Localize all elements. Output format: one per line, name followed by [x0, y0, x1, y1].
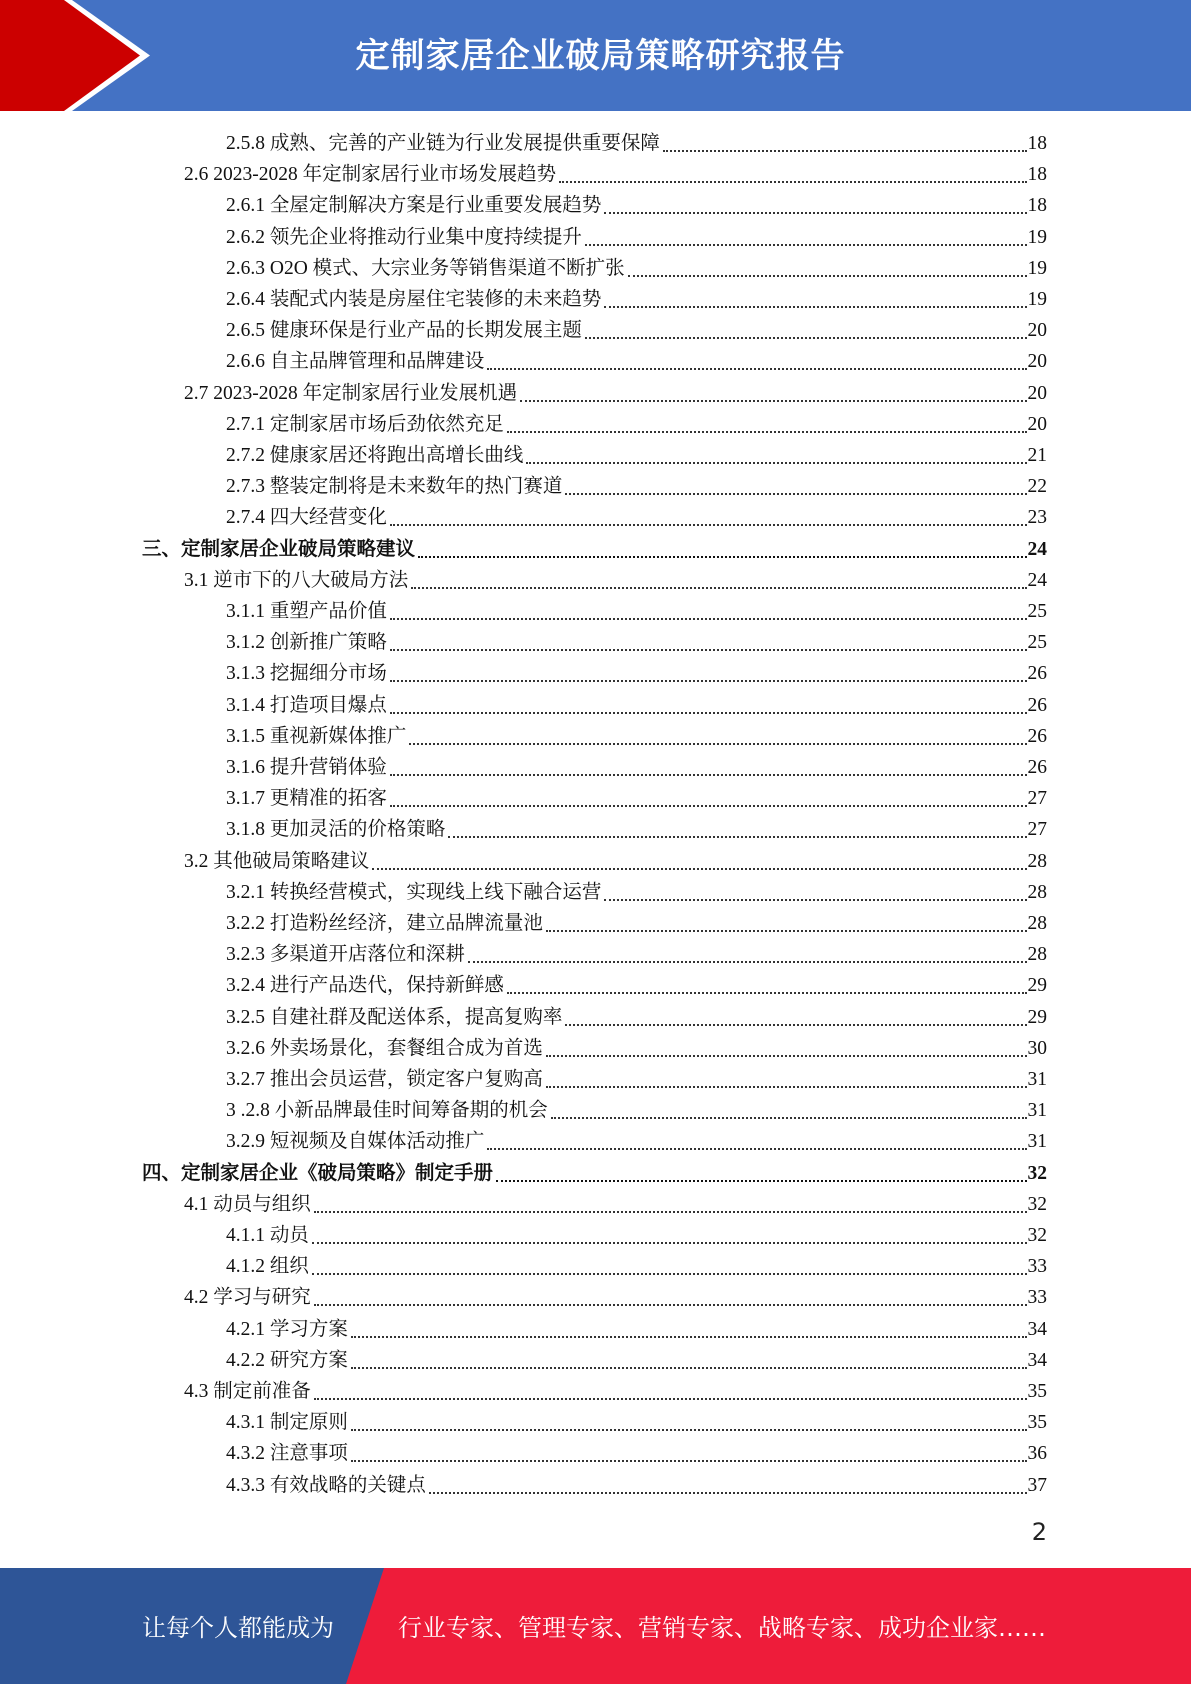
toc-entry-page: 19 — [1027, 226, 1047, 248]
toc-entry[interactable] — [184, 563, 1047, 594]
toc-entry-page: 34 — [1027, 1318, 1047, 1340]
toc-dot-leader — [507, 431, 1027, 433]
toc-entry-title: 2.7 2023-2028 年定制家居行业发展机遇 — [184, 382, 518, 404]
toc-entry-page: 32 — [1027, 1162, 1047, 1184]
toc-entry-title: 3.2.1 转换经营模式，实现线上线下融合运营 — [226, 881, 602, 903]
toc-entry[interactable] — [226, 1343, 1047, 1374]
toc-entry-page: 25 — [1027, 632, 1047, 654]
toc-entry[interactable] — [226, 126, 1047, 157]
toc-entry[interactable] — [184, 157, 1047, 188]
toc-dot-leader — [351, 1367, 1027, 1369]
toc-dot-leader — [390, 805, 1027, 807]
toc-entry-title: 3.1.8 更加灵活的价格策略 — [226, 819, 446, 841]
page-footer — [0, 1568, 1191, 1684]
toc-entry-title: 2.5.8 成熟、完善的产业链为行业发展提供重要保障 — [226, 133, 660, 154]
toc-dot-leader — [314, 1211, 1027, 1213]
toc-dot-leader — [314, 1398, 1027, 1400]
toc-entry-title: 3.1.1 重塑产品价值 — [226, 601, 387, 622]
toc-dot-leader — [448, 836, 1026, 838]
toc-entry-page: 19 — [1027, 289, 1047, 310]
toc-entry-page: 34 — [1027, 1349, 1047, 1371]
toc-entry-page: 28 — [1027, 944, 1047, 966]
toc-entry-title: 4.2.2 研究方案 — [226, 1349, 348, 1371]
toc-dot-leader — [585, 244, 1027, 246]
toc-entry-title: 2.6 2023-2028 年定制家居行业市场发展趋势 — [184, 164, 557, 186]
toc-entry-page: 33 — [1027, 1287, 1047, 1309]
toc-entry-title: 3 .2.8 小新品牌最佳时间筹备期的机会 — [226, 1100, 548, 1122]
toc-dot-leader — [468, 961, 1027, 963]
toc-entry[interactable] — [226, 1468, 1047, 1499]
toc-entry-title: 2.7.3 整装定制将是未来数年的热门赛道 — [226, 476, 563, 498]
toc-entry-page: 26 — [1027, 663, 1047, 685]
toc-entry-page: 31 — [1027, 1100, 1047, 1122]
toc-entry-title: 2.6.4 装配式内装是房屋住宅装修的未来趋势 — [226, 289, 602, 310]
toc-entry-title: 3.2.2 打造粉丝经济，建立品牌流量池 — [226, 913, 543, 934]
toc-dot-leader — [604, 306, 1026, 308]
toc-entry[interactable] — [226, 1218, 1047, 1249]
toc-entry-title: 3.2 其他破局策略建议 — [184, 850, 370, 872]
toc-entry-title: 3.2.6 外卖场景化，套餐组合成为首选 — [226, 1037, 543, 1059]
toc-entry-page: 33 — [1027, 1256, 1047, 1278]
toc-entry-page: 29 — [1027, 975, 1047, 997]
toc-entry-page: 37 — [1027, 1474, 1047, 1496]
toc-entry-page: 26 — [1027, 725, 1047, 747]
report-title: 定制家居企业破局策略研究报告 — [355, 36, 846, 76]
toc-entry-title: 4.2 学习与研究 — [184, 1287, 311, 1309]
toc-entry-title: 2.6.1 全屋定制解决方案是行业重要发展趋势 — [226, 195, 602, 217]
toc-dot-leader — [351, 1336, 1027, 1338]
toc-entry-page: 35 — [1027, 1412, 1047, 1434]
toc-entry[interactable] — [142, 1156, 1047, 1187]
toc-entry-page: 20 — [1027, 320, 1047, 342]
toc-entry-title: 2.6.6 自主品牌管理和品牌建设 — [226, 351, 485, 373]
footer-slogan-left: 让每个人都能成为 — [142, 1614, 334, 1642]
toc-dot-leader — [507, 992, 1027, 994]
toc-dot-leader — [551, 1117, 1027, 1119]
toc-dot-leader — [312, 1273, 1027, 1275]
toc-entry-title: 4.1.2 组织 — [226, 1256, 309, 1278]
toc-entry[interactable] — [142, 532, 1047, 563]
toc-entry-title: 3.2.3 多渠道开店落位和深耕 — [226, 944, 465, 966]
toc-entry-page: 28 — [1027, 850, 1047, 872]
toc-entry-title: 三、定制家居企业破局策略建议 — [142, 538, 416, 560]
toc-entry-page: 21 — [1027, 445, 1047, 466]
toc-dot-leader — [565, 493, 1026, 495]
toc-entry-page: 31 — [1027, 1131, 1047, 1153]
footer-slogan-right: 行业专家、管理专家、营销专家、战略专家、成功企业家…… — [398, 1614, 1046, 1642]
toc-entry-page: 18 — [1027, 133, 1047, 154]
toc-entry-page: 25 — [1027, 601, 1047, 622]
toc-entry-page: 27 — [1027, 819, 1047, 841]
toc-entry[interactable] — [226, 344, 1047, 375]
toc-entry-title: 4.3.2 注意事项 — [226, 1443, 348, 1465]
toc-dot-leader — [487, 368, 1026, 370]
toc-entry-page: 20 — [1027, 351, 1047, 373]
toc-dot-leader — [526, 462, 1026, 464]
toc-entry[interactable] — [226, 750, 1047, 781]
toc-dot-leader — [390, 649, 1027, 651]
toc-entry-page: 22 — [1027, 476, 1047, 498]
toc-entry-title: 2.6.3 O2O 模式、大宗业务等销售渠道不断扩张 — [226, 257, 625, 279]
toc-entry[interactable] — [226, 251, 1047, 282]
toc-dot-leader — [312, 1242, 1027, 1244]
toc-entry[interactable] — [226, 1312, 1047, 1343]
toc-entry[interactable] — [226, 1062, 1047, 1093]
toc-entry[interactable] — [226, 500, 1047, 531]
toc-entry[interactable] — [226, 220, 1047, 251]
toc-entry-page: 20 — [1027, 413, 1047, 435]
toc-entry-title: 4.2.1 学习方案 — [226, 1318, 348, 1340]
page-number: 2 — [1031, 1518, 1047, 1546]
toc-entry-page: 18 — [1027, 195, 1047, 217]
toc-entry-title: 4.1.1 动员 — [226, 1225, 309, 1246]
toc-entry-page: 26 — [1027, 757, 1047, 778]
toc-dot-leader — [604, 899, 1026, 901]
toc-dot-leader — [520, 400, 1026, 402]
toc-entry[interactable] — [226, 1436, 1047, 1467]
toc-entry-title: 3.1.5 重视新媒体推广 — [226, 725, 407, 747]
toc-dot-leader — [496, 1180, 1026, 1182]
toc-entry-page: 32 — [1027, 1193, 1047, 1215]
toc-entry-title: 4.3.1 制定原则 — [226, 1412, 348, 1434]
toc-entry[interactable] — [184, 1280, 1047, 1311]
toc-entry-page: 23 — [1027, 507, 1047, 529]
toc-entry[interactable] — [184, 1374, 1047, 1405]
toc-entry[interactable] — [226, 594, 1047, 625]
toc-entry-title: 3.2.7 推出会员运营，锁定客户复购高 — [226, 1069, 543, 1090]
toc-entry[interactable] — [226, 688, 1047, 719]
toc-dot-leader — [351, 1460, 1027, 1462]
toc-entry-page: 19 — [1027, 257, 1047, 279]
toc-entry[interactable] — [226, 812, 1047, 843]
toc-entry-page: 28 — [1027, 881, 1047, 903]
toc-dot-leader — [314, 1304, 1027, 1306]
toc-dot-leader — [546, 1086, 1027, 1088]
toc-entry-title: 4.1 动员与组织 — [184, 1193, 311, 1215]
toc-entry-title: 3.2.9 短视频及自媒体活动推广 — [226, 1131, 485, 1153]
toc-dot-leader — [390, 712, 1027, 714]
toc-entry-page: 18 — [1027, 164, 1047, 186]
toc-dot-leader — [351, 1429, 1027, 1431]
toc-entry-page: 30 — [1027, 1037, 1047, 1059]
toc-dot-leader — [604, 212, 1026, 214]
toc-entry-title: 3.1.4 打造项目爆点 — [226, 694, 387, 716]
toc-entry-title: 2.6.2 领先企业将推动行业集中度持续提升 — [226, 226, 582, 248]
toc-dot-leader — [390, 524, 1027, 526]
toc-entry-title: 3.2.5 自建社群及配送体系，提高复购率 — [226, 1006, 563, 1028]
toc-entry[interactable] — [226, 1093, 1047, 1124]
toc-entry-title: 3.2.4 进行产品迭代，保持新鲜感 — [226, 975, 504, 997]
toc-dot-leader — [585, 337, 1027, 339]
toc-entry-title: 2.7.4 四大经营变化 — [226, 507, 387, 529]
toc-entry-title: 四、定制家居企业《破局策略》制定手册 — [142, 1162, 494, 1184]
toc-entry[interactable] — [226, 875, 1047, 906]
toc-entry[interactable] — [226, 656, 1047, 687]
toc-entry-page: 20 — [1027, 382, 1047, 404]
toc-entry[interactable] — [226, 781, 1047, 812]
toc-entry[interactable] — [226, 719, 1047, 750]
toc-entry-title: 3.1 逆市下的八大破局方法 — [184, 569, 409, 591]
toc-entry[interactable] — [226, 906, 1047, 937]
toc-dot-leader — [565, 1024, 1026, 1026]
toc-entry[interactable] — [226, 937, 1047, 968]
toc-entry[interactable] — [226, 313, 1047, 344]
toc-dot-leader — [372, 868, 1026, 870]
toc-entry[interactable] — [184, 1187, 1047, 1218]
toc-entry-page: 29 — [1027, 1006, 1047, 1028]
toc-entry[interactable] — [226, 625, 1047, 656]
toc-entry-title: 4.3 制定前准备 — [184, 1381, 311, 1402]
toc-entry[interactable] — [226, 407, 1047, 438]
toc-entry[interactable] — [226, 1405, 1047, 1436]
toc-entry-title: 4.3.3 有效战略的关键点 — [226, 1474, 426, 1496]
toc-entry-title: 3.1.7 更精准的拓客 — [226, 788, 387, 810]
toc-dot-leader — [546, 1055, 1027, 1057]
toc-entry-page: 36 — [1027, 1443, 1047, 1465]
toc-dot-leader — [487, 1148, 1026, 1150]
toc-entry-page: 35 — [1027, 1381, 1047, 1402]
toc-dot-leader — [418, 556, 1026, 558]
toc-dot-leader — [390, 774, 1027, 776]
toc-dot-leader — [546, 930, 1027, 932]
toc-entry[interactable] — [226, 1249, 1047, 1280]
toc-entry[interactable] — [226, 438, 1047, 469]
toc-entry[interactable] — [184, 376, 1047, 407]
toc-entry-title: 2.6.5 健康环保是行业产品的长期发展主题 — [226, 320, 582, 342]
toc-entry[interactable] — [226, 1031, 1047, 1062]
toc-entry-page: 27 — [1027, 788, 1047, 810]
toc-entry[interactable] — [226, 1000, 1047, 1031]
toc-entry[interactable] — [226, 1124, 1047, 1155]
toc-entry-title: 2.7.2 健康家居还将跑出高增长曲线 — [226, 445, 524, 466]
toc-dot-leader — [390, 680, 1027, 682]
toc-entry[interactable] — [184, 844, 1047, 875]
toc-dot-leader — [559, 181, 1026, 183]
toc-entry-title: 3.1.3 挖掘细分市场 — [226, 663, 387, 685]
toc-entry[interactable] — [226, 188, 1047, 219]
toc-entry[interactable] — [226, 282, 1047, 313]
toc-dot-leader — [628, 275, 1027, 277]
toc-dot-leader — [429, 1492, 1027, 1494]
toc-dot-leader — [390, 618, 1027, 620]
toc-entry-page: 24 — [1027, 538, 1047, 560]
toc-entry-page: 28 — [1027, 913, 1047, 934]
page-header — [0, 0, 1191, 111]
toc-entry-title: 3.1.6 提升营销体验 — [226, 757, 387, 778]
toc-entry[interactable] — [226, 968, 1047, 999]
toc-entry-title: 3.1.2 创新推广策略 — [226, 632, 387, 654]
toc-entry-page: 24 — [1027, 569, 1047, 591]
toc-entry[interactable] — [226, 469, 1047, 500]
toc-entry-page: 32 — [1027, 1225, 1047, 1246]
toc-dot-leader — [663, 150, 1027, 152]
toc-entry-title: 2.7.1 定制家居市场后劲依然充足 — [226, 413, 504, 435]
toc-dot-leader — [411, 587, 1026, 589]
toc-dot-leader — [409, 743, 1026, 745]
toc-entry-page: 31 — [1027, 1069, 1047, 1090]
toc-entry-page: 26 — [1027, 694, 1047, 716]
